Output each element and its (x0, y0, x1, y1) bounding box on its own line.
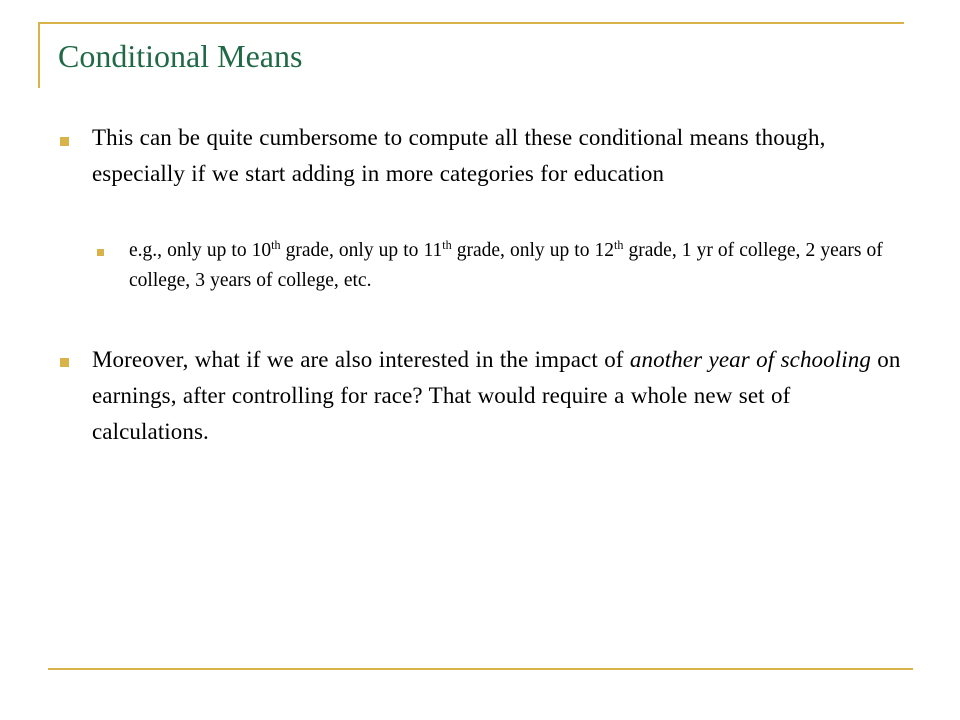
slide-title: Conditional Means (58, 38, 303, 74)
sub-bullet-text-part: e.g., only up to 10 (129, 240, 272, 261)
bullet-text-part: on earnings, after controlling for race? That would require a whole new set of calculations. (92, 347, 901, 444)
square-sub-bullet-icon (97, 249, 104, 256)
bullet-text-1: This can be quite cumbersome to compute all these conditional means though, especially if we start adding in more categories for education (92, 125, 826, 186)
bullet-text-part: Moreover, what if we are also interested in the impact of (92, 347, 630, 372)
italic-phrase: another year of schooling (629, 347, 871, 372)
superscript-ordinal: th (614, 238, 624, 253)
sub-bullet-text-1 (129, 236, 889, 296)
superscript-ordinal: th (442, 238, 452, 253)
sub-bullet-text-part: grade, 1 yr of college, 2 years of college, 3 years of college, etc. (129, 240, 883, 291)
left-rule (38, 22, 40, 88)
top-rule (39, 22, 904, 24)
square-bullet-icon (60, 358, 69, 367)
square-bullet-icon (60, 137, 69, 146)
bullet-text-2 (92, 342, 907, 450)
sub-bullet-text-part: grade, only up to 11 (280, 240, 443, 261)
sub-bullet-text-part: grade, only up to 12 (451, 240, 615, 261)
superscript-ordinal: th (271, 238, 281, 253)
bottom-rule (48, 668, 913, 670)
